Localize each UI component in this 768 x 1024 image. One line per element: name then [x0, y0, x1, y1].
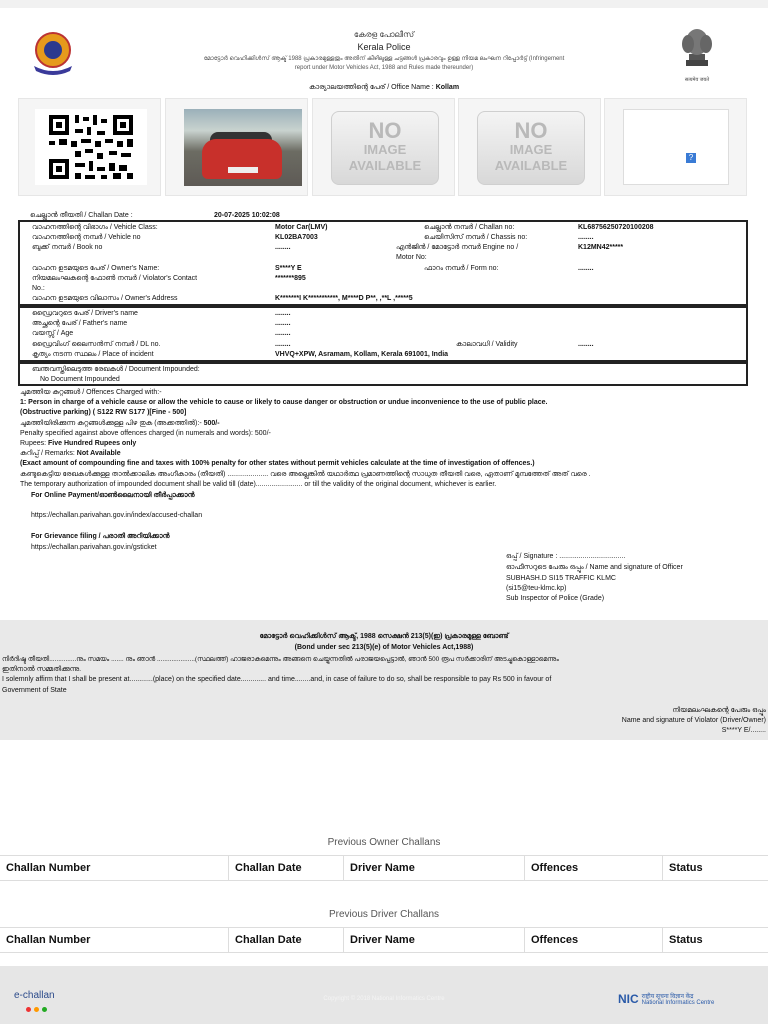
form-label: ഫാറം നമ്പർ / Form no:: [424, 265, 499, 272]
address-value: K*******I K***********, M****D P**, ,**L ,*****5: [275, 295, 413, 302]
challan-no-value: KL68756250720100208: [578, 224, 654, 231]
offences-header: ചുമത്തിയ കുറ്റങ്ങൾ / Offences Charged with:-: [20, 389, 162, 396]
officer-name-sig-label: ഓഫീസറുടെ പേരും ഒപ്പും / Name and signature of Officer: [506, 564, 683, 571]
online-payment-link[interactable]: https://echallan.parivahan.gov.in/index/accused-challan: [31, 512, 203, 519]
column-header-driver-name: Driver Name: [343, 928, 524, 952]
temp-auth-ml: കണ്ടുകെട്ടിയ രേഖകൾക്കുള്ള താൽക്കാലിക അംഗീകാരം (തീയതി) ..................... വരെ അല്ലെങ്കിൽ യഥാർത്ഥ പ്രമാണത്തിന്റെ സാധുത തീയതി വരെ, ഏതാണ് മുമ്പത്തേത് അത് വരെ .: [20, 471, 591, 478]
ashoka-emblem-icon: [676, 24, 718, 72]
driver-name-value: ........: [275, 310, 291, 317]
no-image-text: AVAILABLE: [348, 158, 422, 173]
kerala-police-logo: [28, 28, 78, 78]
column-header-challan-number: Challan Number: [6, 862, 91, 874]
place-value: VHVQ+XPW, Asramam, Kollam, Kerala 691001, India: [275, 351, 449, 358]
dept-name: Kerala Police: [357, 42, 411, 52]
grievance-label: For Grievance filing / പരാതി അറിയിക്കാൻ: [31, 533, 170, 540]
officer-email[interactable]: (si15@teu-klmc.kp): [506, 585, 567, 592]
bond-text-ml-2: ഇതിനാൽ സമ്മതിക്കുന്നു.: [2, 666, 82, 673]
echallan-dots-icon: [14, 1004, 55, 1015]
book-value: ........: [275, 244, 291, 251]
vehicle-no-label: വാഹനത്തിന്റെ നമ്പർ / Vehicle no: [32, 234, 141, 241]
emblem-caption: सत्यमेव जयते: [684, 77, 710, 83]
exact-amount-note: (Exact amount of compounding fine and taxes with 100% penalty for other states without permit vehicles calculate at the time of investigation of offences.): [20, 460, 535, 467]
no-image-box-2: [458, 98, 601, 196]
vehicle-photo-box[interactable]: [165, 98, 308, 196]
dl-value: ........: [275, 341, 291, 348]
fine-value: 500/-: [203, 420, 220, 427]
no-image-box-1: [312, 98, 455, 196]
owner-name-value: S****Y E: [275, 265, 302, 272]
officer-signature: ഒപ്പ് / Signature : ..................................: [506, 553, 626, 560]
rupees-label: Rupees:: [20, 440, 47, 447]
fine-label: ചുമത്തിയിരിക്കുന്ന കുറ്റങ്ങൾക്കുള്ള പിഴ തുക (അക്കത്തിൽ):-: [20, 420, 202, 427]
impound-label: ബന്തവസ്തിലെടുത്ത രേഖകൾ / Document Impounded:: [32, 366, 200, 373]
fine-row: [20, 419, 220, 428]
column-header-challan-date: Challan Date: [228, 856, 343, 880]
place-label: കൃത്യം നടന്ന സ്ഥലം / Place of incident: [32, 351, 154, 358]
violator-sig-ml: നിയമലംഘകന്റെ പേരും ഒപ്പും: [672, 707, 766, 714]
no-image-placeholder: [477, 111, 585, 185]
previous-owner-title: Previous Owner Challans: [327, 837, 441, 848]
header-subtitle-ml: മോട്ടോർ വെഹിക്കിൾസ് ആക്ട് 1988 പ്രകാരമുള്ളതും അതിന് കീഴിലുള്ള ചട്ടങ്ങൾ പ്രകാരവും ഉള്ള നിയമ ലംഘന റിപ്പോർട്ട് (Infringement: [203, 56, 565, 62]
copyright: Copyright © 2018 National Informatics Centre: [323, 996, 445, 1002]
column-header-offences: Offences: [524, 856, 662, 880]
column-header-status: Status: [662, 856, 768, 880]
remarks-label: കുറിപ്പ് / Remarks:: [20, 450, 75, 457]
vehicle-class-label: വാഹനത്തിന്റെ വിഭാഗം / Vehicle Class:: [32, 224, 158, 231]
dept-name-ml: കേരള പോലീസ്: [353, 30, 415, 39]
office-label: കാര്യാലയത്തിന്റെ പേര് / Office Name :: [308, 84, 434, 91]
previous-driver-title: Previous Driver Challans: [328, 909, 440, 920]
chassis-value: ........: [578, 234, 594, 241]
header: [150, 30, 618, 73]
form-value: ........: [578, 265, 594, 272]
column-header-driver-name: Driver Name: [343, 856, 524, 880]
no-image-text: AVAILABLE: [494, 158, 568, 173]
vehicle-no-value: KL02BA7003: [275, 234, 318, 241]
broken-image-icon: ?: [686, 153, 696, 163]
echallan-logo[interactable]: [14, 990, 55, 1015]
office-value: Kollam: [435, 84, 460, 91]
broken-image-frame: [623, 109, 729, 185]
column-header-status: Status: [662, 928, 768, 952]
bond-text-ml: നിർദിഷ്ട തീയതി...............നും സമയം ....... നും ഞാൻ .....................(സ്ഥലത്ത്) ഹാജരാകുമെന്നും അങ്ങനെ ചെയ്യുന്നതിൽ പരാജയപ്പെട്ടാൽ, ഞാൻ 500 രൂപ സർക്കാരിന് അടച്ചുകൊള്ളാമെന്നും: [2, 656, 559, 663]
age-label: വയസ്സ് / Age: [32, 330, 74, 337]
engine-label: എൻജിൻ / മോട്ടോർ നമ്പർ Engine no /: [396, 244, 519, 251]
impound-value: No Document Impounded: [40, 376, 120, 383]
father-label: അച്ഛന്റെ പേര് / Father's name: [32, 320, 128, 327]
office-name: [0, 84, 768, 92]
column-header-challan-number: Challan Number: [6, 934, 91, 946]
nic-en: National Informatics Centre: [641, 999, 715, 1006]
nic-logo[interactable]: [618, 992, 714, 1006]
rupees-value: Five Hundred Rupees only: [48, 440, 137, 447]
owner-name-label: വാഹന ഉടമയുടെ പേര് / Owner's Name:: [32, 265, 160, 272]
broken-image-box: [604, 98, 747, 196]
dl-label: ഡ്രൈവിംഗ് ലൈസൻസ് നമ്പർ / DL no.: [32, 341, 161, 348]
engine-label-2: Motor No:: [396, 254, 427, 261]
previous-owner-table-header: [0, 855, 768, 881]
remarks-value: Not Available: [76, 450, 121, 457]
offence-line-1: 1: Person in charge of a vehicle cause or allow the vehicle to cause or likely to cause danger or obstruction or undue inconvenience to the use of public place.: [20, 399, 548, 406]
violator-sig-en: Name and signature of Violator (Driver/Owner): [621, 717, 766, 724]
contact-label-2: No.:: [32, 285, 45, 292]
qr-code-box: [18, 98, 161, 196]
qr-code-icon: [35, 109, 147, 185]
bond-affirm-2: Government of State: [2, 687, 67, 694]
challan-date-label: ചെല്ലാൻ തീയതി / Challan Date :: [30, 212, 133, 219]
book-label: ബുക്ക് നമ്പർ / Book no: [32, 244, 103, 251]
bond-title-ml: മോട്ടോർ വെഹിക്കിൾസ് ആക്ട്, 1988 സെക്ഷൻ 213(5)(ഇ) പ്രകാരമുള്ള ബോണ്ട്: [259, 633, 509, 640]
penalty-line: Penalty specified against above offences charged (in numerals and words): 500/-: [20, 430, 271, 437]
online-payment-label: For Online Payment/ഓൺലൈനായി തീർപ്പാക്കാൻ: [31, 492, 195, 499]
nic-hindi: राष्ट्रीय सूचना विज्ञान केंद्र: [641, 993, 694, 1000]
column-header-challan-date: Challan Date: [228, 928, 343, 952]
echallan-logo-text: e-challan: [14, 990, 55, 1001]
validity-label: കാലാവധി / Validity: [456, 341, 518, 348]
contact-value: *******895: [275, 275, 306, 282]
contact-label: നിയമലംഘകന്റെ ഫോൺ നമ്പർ / Violator's Contact: [32, 275, 198, 282]
nic-logo-text: NIC: [618, 992, 639, 1006]
no-image-text: NO: [368, 118, 402, 143]
temp-auth-en: The temporary authorization of impounded document shall be valid till (date)........................ or till the validity of the original document, whichever is earlier.: [20, 481, 497, 488]
validity-value: ........: [578, 341, 594, 348]
header-subtitle-en: report under Motor Vehicles Act, 1988 and Rules made thereunder): [294, 65, 474, 71]
bond-affirm: I solemnly affirm that I shall be present at............(place) on the specified date............. and time........and, in case of failure to do so, shall be responsible to pay Rs 500 in favour of: [2, 676, 552, 683]
challan-date-value: 20-07-2025 10:02:08: [214, 212, 280, 219]
driver-name-label: ഡ്രൈവറുടെ പേര് / Driver's name: [32, 310, 138, 317]
chassis-label: ചെയിസിസ് നമ്പർ / Chassis no:: [424, 234, 528, 241]
grievance-link[interactable]: https://echallan.parivahan.gov.in/gsticket: [31, 544, 157, 551]
age-value: ........: [275, 330, 291, 337]
officer-designation: Sub Inspector of Police (Grade): [506, 595, 605, 602]
no-image-text: IMAGE: [509, 142, 553, 157]
vehicle-class-value: Motor Car(LMV): [275, 224, 328, 231]
no-image-placeholder: [331, 111, 439, 185]
violator-name: S****Y E/........: [721, 727, 766, 734]
car-plate: [228, 167, 258, 173]
no-image-text: NO: [514, 118, 548, 143]
officer-name: SUBHASH.D SI15 TRAFFIC KLMC: [506, 575, 616, 582]
column-header-offences: Offences: [524, 928, 662, 952]
father-value: ........: [275, 320, 291, 327]
national-emblem: [676, 24, 718, 83]
engine-value: K12MN42*****: [578, 244, 624, 251]
footer: [0, 966, 768, 1024]
vehicle-photo[interactable]: [184, 109, 302, 186]
no-image-text: IMAGE: [363, 142, 407, 157]
bond-title-en: (Bond under sec 213(5)(e) of Motor Vehicles Act,1988): [294, 644, 474, 651]
offence-line-2: (Obstructive parking) ( S122 RW S177 )[Fine - 500]: [20, 409, 187, 416]
previous-driver-table-header: [0, 927, 768, 953]
remarks-row: [20, 449, 121, 458]
car-body: [202, 139, 282, 179]
challan-no-label: ചെല്ലാൻ നമ്പർ / Challan no:: [424, 224, 515, 231]
address-label: വാഹന ഉടമയുടെ വിലാസം / Owner's Address: [32, 295, 178, 302]
rupees-row: [20, 439, 136, 448]
